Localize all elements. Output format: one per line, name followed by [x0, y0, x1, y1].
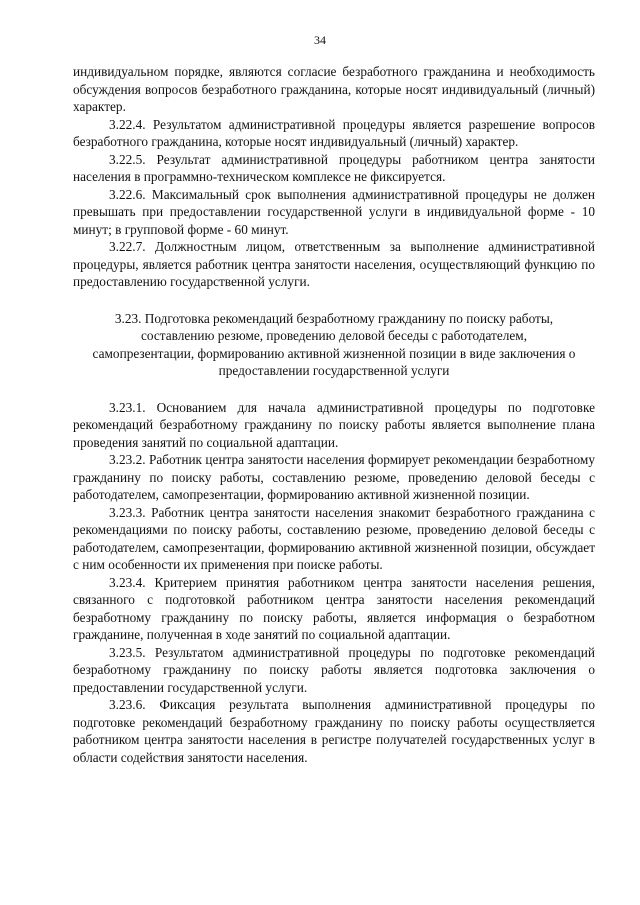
paragraph-3-23-1: 3.23.1. Основанием для начала административной процедуры по подготовке рекомендаций безработному гражданину по поиску работы является выполнение плана проведения занятий по социальной адаптации.: [73, 399, 595, 450]
paragraph-3-22-4: 3.22.4. Результатом административной процедуры является разрешение вопросов безработного гражданина, которые носят индивидуальный (личный) характер.: [73, 116, 595, 149]
paragraph-3-23-2: 3.23.2. Работник центра занятости населения формирует рекомендации безработному гражданину по поиску работы, составлению резюме, проведению деловой беседы с работодателем, самопрезентации, формированию активной жизненной позиции.: [73, 452, 595, 502]
paragraph-3-23-4: 3.23.4. Критерием принятия работником центра занятости населения решения, связанного с подготовкой работником центра занятости населения рекомендаций безработному гражданину по поиску работы, является информация о безработном гражданине, полученная в ходе занятий по социальной адаптации.: [73, 574, 595, 642]
paragraph-3-22-6: 3.22.6. Максимальный срок выполнения административной процедуры не должен превышать при предоставлении государственной услуги в индивидуальной форме - 10 минут; в групповой форме - 60 минут.: [73, 186, 595, 237]
paragraph-3-22-5: 3.22.5. Результат административной процедуры работником центра занятости населения в программно-техническом комплексе не фиксируется.: [73, 151, 595, 184]
paragraph-3-23-3: 3.23.3. Работник центра занятости населения знакомит безработного гражданина с рекомендациями по поиску работы, составлению резюме, проведению деловой беседы с работодателем, самопрезентации, формированию активной жизненной позиции, обсуждает с ним особенности их применения при поиске работы.: [73, 504, 595, 572]
paragraph-3-23-6: 3.23.6. Фиксация результата выполнения административной процедуры по подготовке рекомендаций безработному гражданину по поиску работы осуществляется работником центра занятости населения в регистре получателей государственных услуг в области содействия занятости населения.: [73, 697, 595, 765]
paragraph-3-23-5: 3.23.5. Результатом административной процедуры по подготовке рекомендаций безработному гражданину по поиску работы является подготовка заключения о предоставлении государственной услуги.: [73, 644, 595, 695]
section-heading-3-23: 3.23. Подготовка рекомендаций безработному гражданину по поиску работы, составлению резюме, проведению деловой беседы с работодателем, самопрезентации, формированию активной жизненной позиции в виде заключения о предоставлении государственной услуги: [92, 310, 576, 378]
paragraph-continuation: индивидуальном порядке, являются согласие безработного гражданина и необходимость обсуждения вопросов безработного гражданина, которые носят индивидуальный (личный) характер.: [73, 64, 595, 114]
page-number: 34: [314, 33, 326, 47]
document-body: [73, 63, 595, 766]
paragraph-3-22-7: 3.22.7. Должностным лицом, ответственным за выполнение административной процедуры, является работник центра занятости населения, осуществляющий функцию по предоставлению государственной услуги.: [73, 239, 595, 289]
